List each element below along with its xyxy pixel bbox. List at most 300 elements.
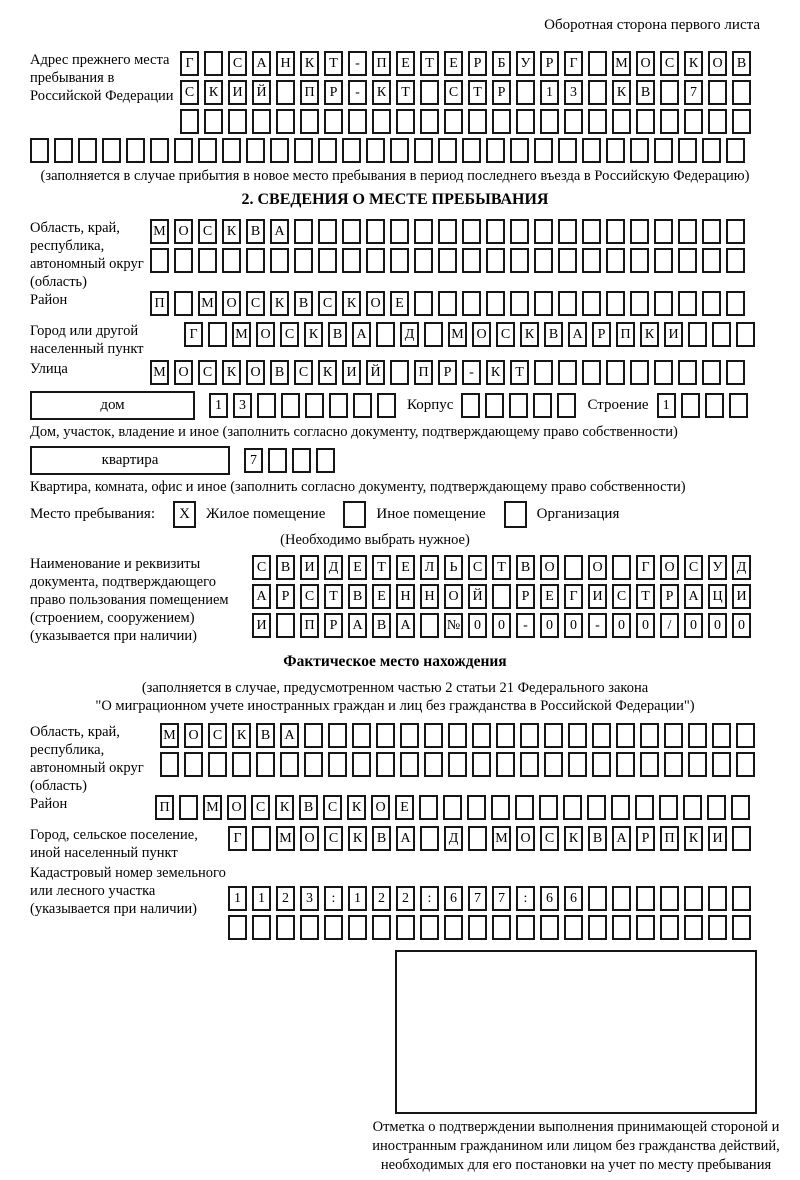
char-cell[interactable]: В — [544, 322, 563, 347]
char-cell[interactable]: Е — [372, 584, 391, 609]
char-cell[interactable] — [684, 915, 703, 940]
char-cell[interactable]: К — [222, 360, 241, 385]
char-cell[interactable]: Р — [540, 51, 559, 76]
char-cell[interactable]: / — [660, 613, 679, 638]
char-cell[interactable]: 7 — [684, 80, 703, 105]
char-cell[interactable] — [588, 109, 607, 134]
char-cell[interactable] — [606, 219, 625, 244]
char-cell[interactable]: М — [612, 51, 631, 76]
char-cell[interactable]: А — [352, 322, 371, 347]
char-cell[interactable]: В — [256, 723, 275, 748]
char-cell[interactable] — [444, 109, 463, 134]
char-cell[interactable]: 0 — [492, 613, 511, 638]
char-cell[interactable] — [534, 219, 553, 244]
char-cell[interactable] — [726, 219, 745, 244]
checkbox-residential[interactable]: X — [173, 501, 196, 528]
char-cell[interactable]: К — [222, 219, 241, 244]
char-cell[interactable] — [324, 915, 343, 940]
char-cell[interactable] — [582, 248, 601, 273]
char-cell[interactable] — [606, 138, 625, 163]
char-cell[interactable] — [568, 723, 587, 748]
char-cell[interactable]: - — [516, 613, 535, 638]
char-cell[interactable]: : — [516, 886, 535, 911]
char-cell[interactable] — [461, 393, 480, 418]
char-cell[interactable]: В — [372, 826, 391, 851]
char-cell[interactable]: Б — [492, 51, 511, 76]
char-cell[interactable] — [204, 51, 223, 76]
char-cell[interactable]: Р — [324, 80, 343, 105]
char-cell[interactable]: 3 — [564, 80, 583, 105]
char-cell[interactable] — [462, 291, 481, 316]
char-cell[interactable]: Р — [324, 613, 343, 638]
char-cell[interactable] — [492, 915, 511, 940]
char-cell[interactable] — [486, 138, 505, 163]
char-cell[interactable] — [534, 360, 553, 385]
char-cell[interactable] — [424, 322, 443, 347]
char-cell[interactable] — [390, 219, 409, 244]
char-cell[interactable]: А — [568, 322, 587, 347]
char-cell[interactable] — [731, 795, 750, 820]
char-cell[interactable] — [276, 613, 295, 638]
char-cell[interactable] — [390, 138, 409, 163]
char-cell[interactable] — [198, 138, 217, 163]
char-cell[interactable] — [414, 291, 433, 316]
char-cell[interactable]: А — [270, 219, 289, 244]
char-cell[interactable]: К — [486, 360, 505, 385]
char-cell[interactable]: - — [348, 51, 367, 76]
char-cell[interactable]: 6 — [540, 886, 559, 911]
char-cell[interactable] — [160, 752, 179, 777]
char-cell[interactable] — [510, 291, 529, 316]
char-cell[interactable] — [396, 915, 415, 940]
char-cell[interactable] — [702, 291, 721, 316]
apartment-box[interactable]: квартира — [30, 446, 230, 475]
char-cell[interactable] — [540, 915, 559, 940]
char-cell[interactable] — [492, 584, 511, 609]
char-cell[interactable] — [419, 795, 438, 820]
char-cell[interactable]: К — [640, 322, 659, 347]
char-cell[interactable]: Р — [492, 80, 511, 105]
char-cell[interactable] — [732, 109, 751, 134]
char-cell[interactable]: Е — [395, 795, 414, 820]
char-cell[interactable] — [150, 138, 169, 163]
char-cell[interactable] — [424, 752, 443, 777]
char-cell[interactable] — [390, 248, 409, 273]
char-cell[interactable] — [448, 752, 467, 777]
char-cell[interactable] — [712, 723, 731, 748]
char-cell[interactable] — [678, 138, 697, 163]
char-cell[interactable] — [640, 752, 659, 777]
char-cell[interactable] — [462, 138, 481, 163]
char-cell[interactable] — [736, 752, 755, 777]
char-cell[interactable]: С — [246, 291, 265, 316]
char-cell[interactable]: 0 — [684, 613, 703, 638]
char-cell[interactable] — [256, 752, 275, 777]
char-cell[interactable]: О — [371, 795, 390, 820]
char-cell[interactable]: К — [232, 723, 251, 748]
char-cell[interactable] — [558, 138, 577, 163]
char-cell[interactable] — [534, 291, 553, 316]
char-cell[interactable] — [582, 138, 601, 163]
char-cell[interactable]: А — [252, 584, 271, 609]
char-cell[interactable] — [654, 219, 673, 244]
char-cell[interactable] — [516, 80, 535, 105]
char-cell[interactable]: С — [198, 219, 217, 244]
char-cell[interactable] — [557, 393, 576, 418]
char-cell[interactable] — [612, 886, 631, 911]
char-cell[interactable] — [564, 915, 583, 940]
char-cell[interactable]: С — [198, 360, 217, 385]
char-cell[interactable]: 1 — [252, 886, 271, 911]
char-cell[interactable] — [228, 915, 247, 940]
char-cell[interactable]: Й — [468, 584, 487, 609]
char-cell[interactable] — [126, 138, 145, 163]
char-cell[interactable] — [376, 322, 395, 347]
char-cell[interactable]: С — [251, 795, 270, 820]
char-cell[interactable] — [520, 723, 539, 748]
char-cell[interactable]: 1 — [540, 80, 559, 105]
char-cell[interactable] — [702, 360, 721, 385]
char-cell[interactable] — [400, 752, 419, 777]
char-cell[interactable]: О — [588, 555, 607, 580]
char-cell[interactable] — [636, 109, 655, 134]
char-cell[interactable] — [328, 723, 347, 748]
char-cell[interactable] — [257, 393, 276, 418]
char-cell[interactable]: Г — [228, 826, 247, 851]
char-cell[interactable]: К — [684, 826, 703, 851]
char-cell[interactable]: И — [588, 584, 607, 609]
char-cell[interactable]: С — [444, 80, 463, 105]
char-cell[interactable] — [491, 795, 510, 820]
char-cell[interactable] — [208, 322, 227, 347]
char-cell[interactable]: 0 — [636, 613, 655, 638]
char-cell[interactable]: В — [276, 555, 295, 580]
char-cell[interactable] — [396, 109, 415, 134]
char-cell[interactable]: Р — [438, 360, 457, 385]
char-cell[interactable] — [678, 248, 697, 273]
char-cell[interactable] — [292, 448, 311, 473]
char-cell[interactable] — [468, 109, 487, 134]
char-cell[interactable] — [372, 915, 391, 940]
char-cell[interactable]: Т — [420, 51, 439, 76]
char-cell[interactable] — [328, 752, 347, 777]
char-cell[interactable]: И — [252, 613, 271, 638]
char-cell[interactable] — [246, 138, 265, 163]
char-cell[interactable]: Г — [184, 322, 203, 347]
char-cell[interactable] — [712, 322, 731, 347]
char-cell[interactable]: В — [270, 360, 289, 385]
char-cell[interactable] — [635, 795, 654, 820]
char-cell[interactable]: : — [324, 886, 343, 911]
char-cell[interactable]: О — [516, 826, 535, 851]
char-cell[interactable] — [472, 752, 491, 777]
char-cell[interactable] — [588, 886, 607, 911]
char-cell[interactable] — [222, 138, 241, 163]
char-cell[interactable]: А — [252, 51, 271, 76]
char-cell[interactable] — [712, 752, 731, 777]
char-cell[interactable] — [510, 248, 529, 273]
char-cell[interactable]: 1 — [228, 886, 247, 911]
char-cell[interactable]: К — [304, 322, 323, 347]
char-cell[interactable]: 2 — [372, 886, 391, 911]
char-cell[interactable] — [568, 752, 587, 777]
char-cell[interactable] — [654, 248, 673, 273]
char-cell[interactable] — [688, 752, 707, 777]
char-cell[interactable] — [348, 915, 367, 940]
char-cell[interactable]: С — [208, 723, 227, 748]
char-cell[interactable]: Т — [492, 555, 511, 580]
char-cell[interactable] — [732, 915, 751, 940]
char-cell[interactable] — [294, 219, 313, 244]
char-cell[interactable]: Г — [180, 51, 199, 76]
char-cell[interactable] — [420, 109, 439, 134]
char-cell[interactable] — [294, 248, 313, 273]
char-cell[interactable] — [606, 248, 625, 273]
char-cell[interactable]: М — [198, 291, 217, 316]
char-cell[interactable]: С — [684, 555, 703, 580]
char-cell[interactable]: 0 — [468, 613, 487, 638]
char-cell[interactable] — [564, 109, 583, 134]
char-cell[interactable] — [420, 915, 439, 940]
char-cell[interactable]: 7 — [244, 448, 263, 473]
char-cell[interactable]: В — [588, 826, 607, 851]
char-cell[interactable] — [400, 723, 419, 748]
char-cell[interactable] — [587, 795, 606, 820]
char-cell[interactable] — [377, 393, 396, 418]
char-cell[interactable] — [726, 291, 745, 316]
char-cell[interactable]: 1 — [209, 393, 228, 418]
char-cell[interactable]: С — [323, 795, 342, 820]
char-cell[interactable]: О — [174, 219, 193, 244]
char-cell[interactable] — [688, 723, 707, 748]
char-cell[interactable]: Н — [420, 584, 439, 609]
checkbox-organization[interactable] — [504, 501, 527, 528]
char-cell[interactable]: К — [612, 80, 631, 105]
char-cell[interactable] — [305, 393, 324, 418]
char-cell[interactable] — [246, 248, 265, 273]
char-cell[interactable] — [280, 752, 299, 777]
char-cell[interactable] — [616, 752, 635, 777]
char-cell[interactable]: 3 — [233, 393, 252, 418]
char-cell[interactable] — [414, 248, 433, 273]
char-cell[interactable] — [544, 723, 563, 748]
char-cell[interactable] — [533, 393, 552, 418]
char-cell[interactable] — [636, 886, 655, 911]
char-cell[interactable]: С — [468, 555, 487, 580]
char-cell[interactable] — [467, 795, 486, 820]
char-cell[interactable] — [342, 248, 361, 273]
char-cell[interactable]: О — [227, 795, 246, 820]
char-cell[interactable]: Е — [540, 584, 559, 609]
char-cell[interactable] — [688, 322, 707, 347]
char-cell[interactable] — [640, 723, 659, 748]
char-cell[interactable]: 0 — [540, 613, 559, 638]
char-cell[interactable] — [366, 219, 385, 244]
char-cell[interactable]: В — [294, 291, 313, 316]
char-cell[interactable] — [276, 915, 295, 940]
char-cell[interactable] — [654, 360, 673, 385]
char-cell[interactable] — [705, 393, 724, 418]
char-cell[interactable] — [222, 248, 241, 273]
char-cell[interactable] — [612, 555, 631, 580]
char-cell[interactable] — [726, 138, 745, 163]
char-cell[interactable]: К — [684, 51, 703, 76]
char-cell[interactable]: - — [462, 360, 481, 385]
char-cell[interactable] — [496, 752, 515, 777]
char-cell[interactable]: А — [612, 826, 631, 851]
char-cell[interactable] — [611, 795, 630, 820]
char-cell[interactable] — [539, 795, 558, 820]
char-cell[interactable] — [702, 138, 721, 163]
char-cell[interactable] — [342, 219, 361, 244]
char-cell[interactable]: 2 — [276, 886, 295, 911]
char-cell[interactable]: : — [420, 886, 439, 911]
char-cell[interactable]: 2 — [396, 886, 415, 911]
char-cell[interactable]: 0 — [732, 613, 751, 638]
char-cell[interactable] — [270, 248, 289, 273]
char-cell[interactable]: Г — [564, 51, 583, 76]
char-cell[interactable]: 0 — [708, 613, 727, 638]
char-cell[interactable]: М — [203, 795, 222, 820]
char-cell[interactable] — [664, 752, 683, 777]
char-cell[interactable] — [582, 219, 601, 244]
char-cell[interactable]: О — [174, 360, 193, 385]
char-cell[interactable]: К — [372, 80, 391, 105]
char-cell[interactable]: М — [160, 723, 179, 748]
char-cell[interactable] — [660, 109, 679, 134]
char-cell[interactable]: О — [246, 360, 265, 385]
char-cell[interactable] — [252, 826, 271, 851]
char-cell[interactable] — [184, 752, 203, 777]
char-cell[interactable] — [708, 80, 727, 105]
char-cell[interactable] — [492, 109, 511, 134]
char-cell[interactable]: Д — [444, 826, 463, 851]
char-cell[interactable] — [708, 109, 727, 134]
char-cell[interactable]: А — [348, 613, 367, 638]
char-cell[interactable]: С — [318, 291, 337, 316]
char-cell[interactable]: У — [708, 555, 727, 580]
char-cell[interactable]: М — [232, 322, 251, 347]
char-cell[interactable]: В — [348, 584, 367, 609]
char-cell[interactable]: К — [204, 80, 223, 105]
char-cell[interactable]: И — [732, 584, 751, 609]
char-cell[interactable]: П — [300, 80, 319, 105]
char-cell[interactable] — [509, 393, 528, 418]
char-cell[interactable] — [316, 448, 335, 473]
char-cell[interactable]: С — [280, 322, 299, 347]
char-cell[interactable] — [612, 915, 631, 940]
char-cell[interactable]: Р — [636, 826, 655, 851]
char-cell[interactable] — [684, 886, 703, 911]
char-cell[interactable]: Т — [468, 80, 487, 105]
char-cell[interactable]: О — [256, 322, 275, 347]
char-cell[interactable]: М — [492, 826, 511, 851]
char-cell[interactable] — [702, 219, 721, 244]
char-cell[interactable] — [486, 248, 505, 273]
char-cell[interactable]: П — [300, 613, 319, 638]
char-cell[interactable]: 6 — [444, 886, 463, 911]
char-cell[interactable] — [318, 219, 337, 244]
char-cell[interactable] — [612, 109, 631, 134]
char-cell[interactable]: О — [184, 723, 203, 748]
char-cell[interactable] — [660, 915, 679, 940]
char-cell[interactable]: Н — [276, 51, 295, 76]
char-cell[interactable]: С — [300, 584, 319, 609]
char-cell[interactable] — [558, 248, 577, 273]
char-cell[interactable] — [174, 291, 193, 316]
char-cell[interactable]: Е — [396, 51, 415, 76]
char-cell[interactable] — [496, 723, 515, 748]
char-cell[interactable]: М — [448, 322, 467, 347]
char-cell[interactable] — [276, 109, 295, 134]
char-cell[interactable] — [462, 248, 481, 273]
char-cell[interactable]: И — [664, 322, 683, 347]
char-cell[interactable] — [678, 291, 697, 316]
char-cell[interactable] — [420, 826, 439, 851]
char-cell[interactable] — [606, 291, 625, 316]
char-cell[interactable] — [438, 291, 457, 316]
char-cell[interactable]: 0 — [612, 613, 631, 638]
char-cell[interactable] — [708, 915, 727, 940]
char-cell[interactable] — [353, 393, 372, 418]
char-cell[interactable]: С — [252, 555, 271, 580]
char-cell[interactable] — [708, 886, 727, 911]
char-cell[interactable] — [732, 826, 751, 851]
char-cell[interactable] — [390, 360, 409, 385]
char-cell[interactable] — [348, 109, 367, 134]
char-cell[interactable]: О — [366, 291, 385, 316]
char-cell[interactable]: С — [294, 360, 313, 385]
char-cell[interactable]: Е — [444, 51, 463, 76]
char-cell[interactable] — [448, 723, 467, 748]
char-cell[interactable] — [376, 752, 395, 777]
char-cell[interactable] — [318, 138, 337, 163]
char-cell[interactable]: П — [616, 322, 635, 347]
char-cell[interactable] — [707, 795, 726, 820]
char-cell[interactable]: - — [588, 613, 607, 638]
char-cell[interactable]: 3 — [300, 886, 319, 911]
char-cell[interactable] — [558, 360, 577, 385]
char-cell[interactable] — [660, 886, 679, 911]
char-cell[interactable]: Г — [564, 584, 583, 609]
char-cell[interactable]: Т — [324, 51, 343, 76]
char-cell[interactable]: В — [328, 322, 347, 347]
char-cell[interactable] — [438, 248, 457, 273]
char-cell[interactable] — [150, 248, 169, 273]
char-cell[interactable]: Р — [592, 322, 611, 347]
char-cell[interactable] — [281, 393, 300, 418]
char-cell[interactable] — [270, 138, 289, 163]
char-cell[interactable] — [544, 752, 563, 777]
char-cell[interactable] — [486, 219, 505, 244]
char-cell[interactable] — [276, 80, 295, 105]
char-cell[interactable]: К — [520, 322, 539, 347]
char-cell[interactable]: М — [276, 826, 295, 851]
char-cell[interactable]: Р — [516, 584, 535, 609]
char-cell[interactable] — [204, 109, 223, 134]
char-cell[interactable] — [342, 138, 361, 163]
char-cell[interactable]: Н — [396, 584, 415, 609]
char-cell[interactable] — [232, 752, 251, 777]
char-cell[interactable]: В — [299, 795, 318, 820]
char-cell[interactable] — [352, 752, 371, 777]
char-cell[interactable]: К — [564, 826, 583, 851]
char-cell[interactable] — [582, 291, 601, 316]
char-cell[interactable] — [329, 393, 348, 418]
char-cell[interactable]: С — [228, 51, 247, 76]
char-cell[interactable] — [630, 291, 649, 316]
char-cell[interactable]: П — [660, 826, 679, 851]
